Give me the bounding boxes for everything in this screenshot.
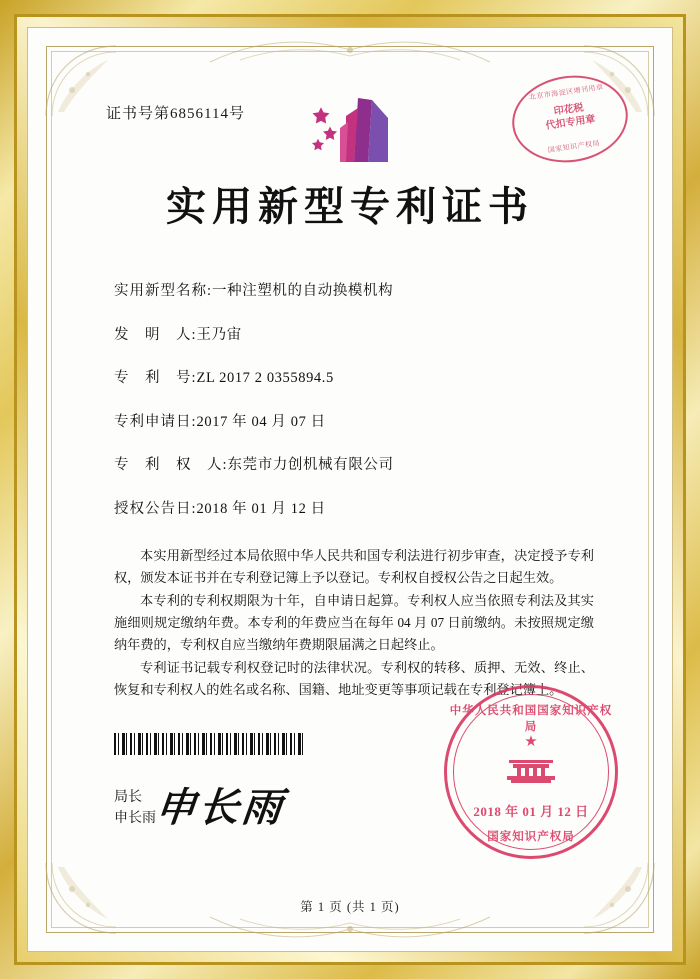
gold-frame-inner bbox=[14, 14, 686, 965]
official-round-seal bbox=[444, 685, 618, 859]
tax-stamp bbox=[507, 68, 634, 169]
page-footer: 第 1 页 (共 1 页) bbox=[300, 900, 400, 914]
national-emblem-icon bbox=[503, 750, 559, 790]
field-label: 专利申请日: bbox=[114, 413, 197, 430]
handwritten-signature: 申长雨 bbox=[153, 784, 288, 831]
tax-stamp-line2: 代扣专用章 bbox=[545, 113, 597, 132]
barcode bbox=[114, 733, 304, 755]
field-label: 实用新型名称: bbox=[114, 283, 213, 299]
field-list bbox=[114, 284, 614, 516]
field-label: 授权公告日: bbox=[114, 500, 197, 517]
field-value: 东莞市力创机械有限公司 bbox=[227, 457, 394, 473]
seal-date: 2018 年 01 月 12 日 bbox=[473, 804, 589, 819]
field-value: 2017 年 04 月 07 日 bbox=[196, 413, 326, 430]
page-title: 实用新型专利证书 bbox=[166, 183, 534, 230]
certificate-content bbox=[28, 28, 672, 951]
cnipa-logo-icon bbox=[302, 88, 412, 178]
field-row bbox=[114, 328, 614, 343]
tax-stamp-arc-bottom: 国家知识产权局 bbox=[547, 139, 601, 155]
seal-arc-bottom-text: 国家知识产权局 bbox=[487, 831, 575, 843]
director-role-label: 局长 bbox=[114, 790, 142, 805]
tax-stamp-line1: 印花税 bbox=[553, 102, 585, 118]
seal-arc-top-text: 中华人民共和国国家知识产权局 bbox=[449, 705, 613, 733]
field-row bbox=[114, 502, 614, 517]
field-row bbox=[114, 415, 614, 430]
director-name-label: 申长雨 bbox=[114, 811, 156, 826]
field-row bbox=[114, 458, 614, 473]
tax-stamp-arc-top: 北京市海淀区增刊用章 bbox=[528, 83, 604, 102]
paragraph: 本专利的专利权期限为十年，自申请日起算。专利权人应当依照专利法及其实施细则规定缴纳年费。本专利的年费应当在每年 04 月 07 日前缴纳。未按照规定缴纳年费的，专利权自应当缴纳年费期限届满之日起终止。 bbox=[114, 593, 594, 652]
field-value: 王乃宙 bbox=[196, 326, 242, 343]
field-label: 专 利 号: bbox=[114, 370, 197, 386]
field-row bbox=[114, 371, 614, 386]
field-value: 一种注塑机的自动换模机构 bbox=[212, 283, 394, 299]
certificate-number: 证书号第6856114号 bbox=[106, 106, 245, 122]
certificate-paper bbox=[27, 27, 673, 952]
body-text bbox=[114, 545, 594, 701]
paragraph: 专利证书记载专利权登记时的法律状况。专利权的转移、质押、无效、终止、恢复和专利权人的姓名或名称、国籍、地址变更等事项记载在专利登记簿上。 bbox=[114, 660, 594, 697]
field-value: 2018 年 01 月 12 日 bbox=[196, 500, 326, 517]
paragraph: 本实用新型经过本局依照中华人民共和国专利法进行初步审查，决定授予专利权，颁发本证书并在专利登记簿上予以登记。专利权自授权公告之日起生效。 bbox=[114, 548, 594, 585]
signature-block bbox=[114, 787, 156, 829]
field-label: 专 利 权 人: bbox=[114, 457, 228, 473]
field-row bbox=[114, 284, 614, 299]
seal-star-icon: ★ bbox=[524, 734, 538, 750]
field-label: 发 明 人: bbox=[114, 326, 197, 343]
field-value: ZL 2017 2 0355894.5 bbox=[196, 370, 334, 386]
